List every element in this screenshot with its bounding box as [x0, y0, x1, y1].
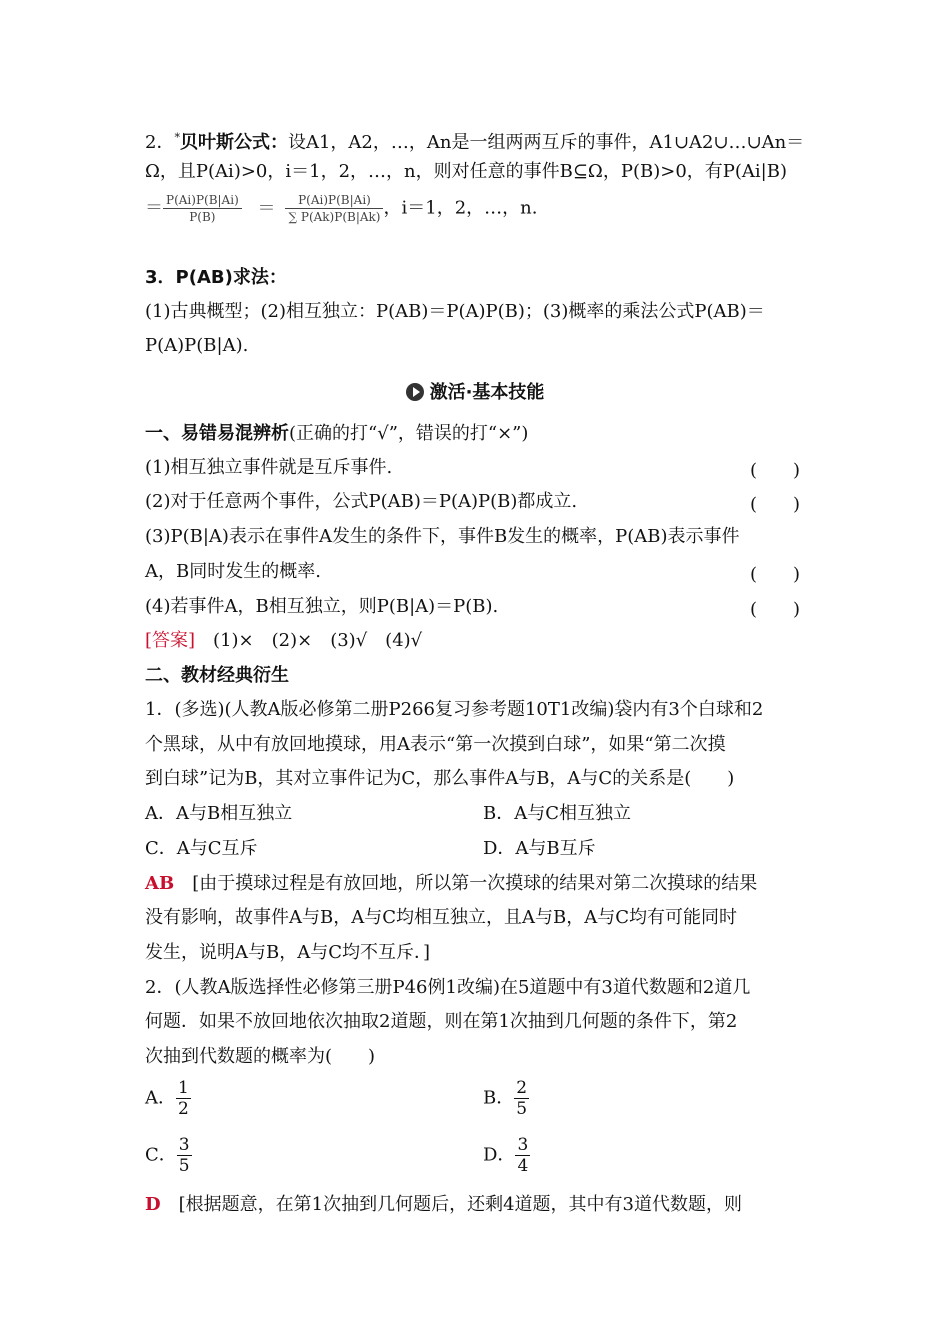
- part1-heading: [145, 422, 528, 446]
- answer-paren-3: ( ): [749, 564, 800, 585]
- judge-item-3: (3)P(B|A)表示在事件A发生的条件下，事件B发生的概率，P(AB)表示事件: [145, 526, 740, 547]
- q1-explain-3: 发生，说明A与B，A与C均不互斥．]: [145, 942, 431, 963]
- fraction-numerator: 3: [517, 1135, 529, 1155]
- q1-option-a: A．A与B相互独立: [145, 803, 293, 824]
- answer-paren-1: ( ): [749, 460, 800, 481]
- formula-tail: ，i＝1，2，…，n.: [383, 197, 538, 219]
- q1-line-3: 到白球”记为B，其对立事件记为C，那么事件A与B，A与C的关系是( ): [145, 768, 735, 789]
- q1-option-c: C．A与C互斥: [145, 838, 258, 859]
- item3-title: 3．P(AB)求法：: [145, 267, 287, 288]
- item-number: 2．: [145, 132, 175, 153]
- item3-line-2: P(A)P(B|A).: [145, 335, 249, 356]
- option-label: C．: [145, 1144, 177, 1166]
- bayes-text-2: Ω，且P(Ai)>0，i＝1，2，…，n，则对任意的事件B⊆Ω，P(B)>0，有P(Ai|B): [145, 161, 787, 182]
- part1-heading-note: (正确的打“√”，错误的打“×”): [289, 423, 529, 444]
- answer-paren-2: ( ): [749, 494, 800, 515]
- fraction-numerator: 2: [516, 1078, 528, 1098]
- fraction-numerator: P(Ai)P(B|Ai): [163, 192, 242, 209]
- q2-option-d: [483, 1135, 530, 1176]
- star-mark: *: [174, 131, 180, 144]
- q2-line-1: 2．(人教A版选择性必修第三册P46例1改编)在5道题中有3道代数题和2道几: [145, 977, 751, 998]
- fraction-denominator: ∑ P(Ak)P(B|Ak): [288, 210, 381, 224]
- answer-paren-4: ( ): [749, 599, 800, 620]
- q2-line-3: 次抽到代数题的概率为( ): [145, 1046, 376, 1067]
- q1-line-1: 1．(多选)(人教A版必修第二册P266复习参考题10T1改编)袋内有3个白球和2: [145, 699, 764, 720]
- q2-explain-text: [根据题意，在第1次抽到几何题后，还剩4道题，其中有3道代数题，则: [178, 1194, 742, 1215]
- answer-text: (1)× (2)× (3)√ (4)√: [213, 630, 423, 651]
- part1-answer: [145, 629, 422, 653]
- option-label: B．: [483, 1087, 515, 1109]
- option-label: D．: [483, 1144, 516, 1166]
- part2-heading: 二、教材经典衍生: [145, 665, 289, 686]
- part1-heading-text: 一、易错易混辨析: [145, 423, 289, 444]
- option-label: A．: [145, 1087, 176, 1109]
- q2-answer: D: [145, 1194, 161, 1215]
- q1-option-b: B．A与C相互独立: [483, 803, 631, 824]
- section-title: [0, 378, 950, 404]
- fraction-denominator: P(B): [189, 210, 216, 224]
- q1-explain-2: 没有影响，故事件A与B，A与C均相互独立，且A与B，A与C均有可能同时: [145, 907, 737, 928]
- q2-option-c: [145, 1135, 192, 1176]
- section-title-text: 激活·基本技能: [429, 382, 545, 403]
- fraction-denominator: 5: [516, 1099, 528, 1119]
- q1-line-2: 个黑球，从中有放回地摸球，用A表示“第一次摸到白球”，如果“第二次摸: [145, 734, 726, 755]
- bayes-title: 贝叶斯公式：: [179, 132, 288, 153]
- judge-item-3-cont: A，B同时发生的概率.: [145, 561, 321, 582]
- bayes-fraction-1: [163, 192, 242, 225]
- judge-item-1: (1)相互独立事件就是互斥事件.: [145, 457, 393, 478]
- fraction-numerator: 1: [178, 1078, 189, 1098]
- item3-line-1: (1)古典概型；(2)相互独立：P(AB)＝P(A)P(B)；(3)概率的乘法公式P(AB)＝: [145, 301, 765, 322]
- q1-explain-text: [由于摸球过程是有放回地，所以第一次摸球的结果对第二次摸球的结果: [192, 873, 758, 894]
- q1-explain-1: [145, 872, 757, 896]
- bayes-formula: ＝ $\frac{P(Ai)P(B|Ai)}{P(B)}$ ＝ $\frac{P(Ai)P(B|Ai)}{\sum P(Ak)P(B|Ak)}$ ，i＝1，2，…，n.: [145, 193, 538, 224]
- fraction-numerator: P(Ai)P(B|Ai): [285, 192, 383, 209]
- bayes-fraction-2: [285, 192, 383, 225]
- answer-label: [答案]: [145, 630, 196, 651]
- judge-item-4: (4)若事件A，B相互独立，则P(B|A)＝P(B).: [145, 596, 499, 617]
- fraction-denominator: 4: [517, 1156, 529, 1176]
- q2-explain-1: [145, 1193, 742, 1217]
- play-icon: [406, 383, 424, 401]
- bayes-text-1: 设A1，A2，…，An是一组两两互斥的事件，A1∪A2∪…∪An＝: [287, 132, 805, 153]
- fraction-numerator: 3: [178, 1135, 190, 1155]
- q1-answer: AB: [145, 873, 175, 894]
- q2-line-2: 何题．如果不放回地依次抽取2道题，则在第1次抽到几何题的条件下，第2: [145, 1011, 738, 1032]
- fraction-denominator: 5: [178, 1156, 190, 1176]
- bayes-line-2: [145, 160, 787, 184]
- bayes-line-1: [145, 126, 804, 155]
- q2-option-a: [145, 1078, 191, 1119]
- q1-option-d: D．A与B互斥: [483, 838, 596, 859]
- judge-item-2: (2)对于任意两个事件，公式P(AB)＝P(A)P(B)都成立.: [145, 491, 578, 512]
- fraction-denominator: 2: [178, 1099, 189, 1119]
- q2-option-b: [483, 1078, 529, 1119]
